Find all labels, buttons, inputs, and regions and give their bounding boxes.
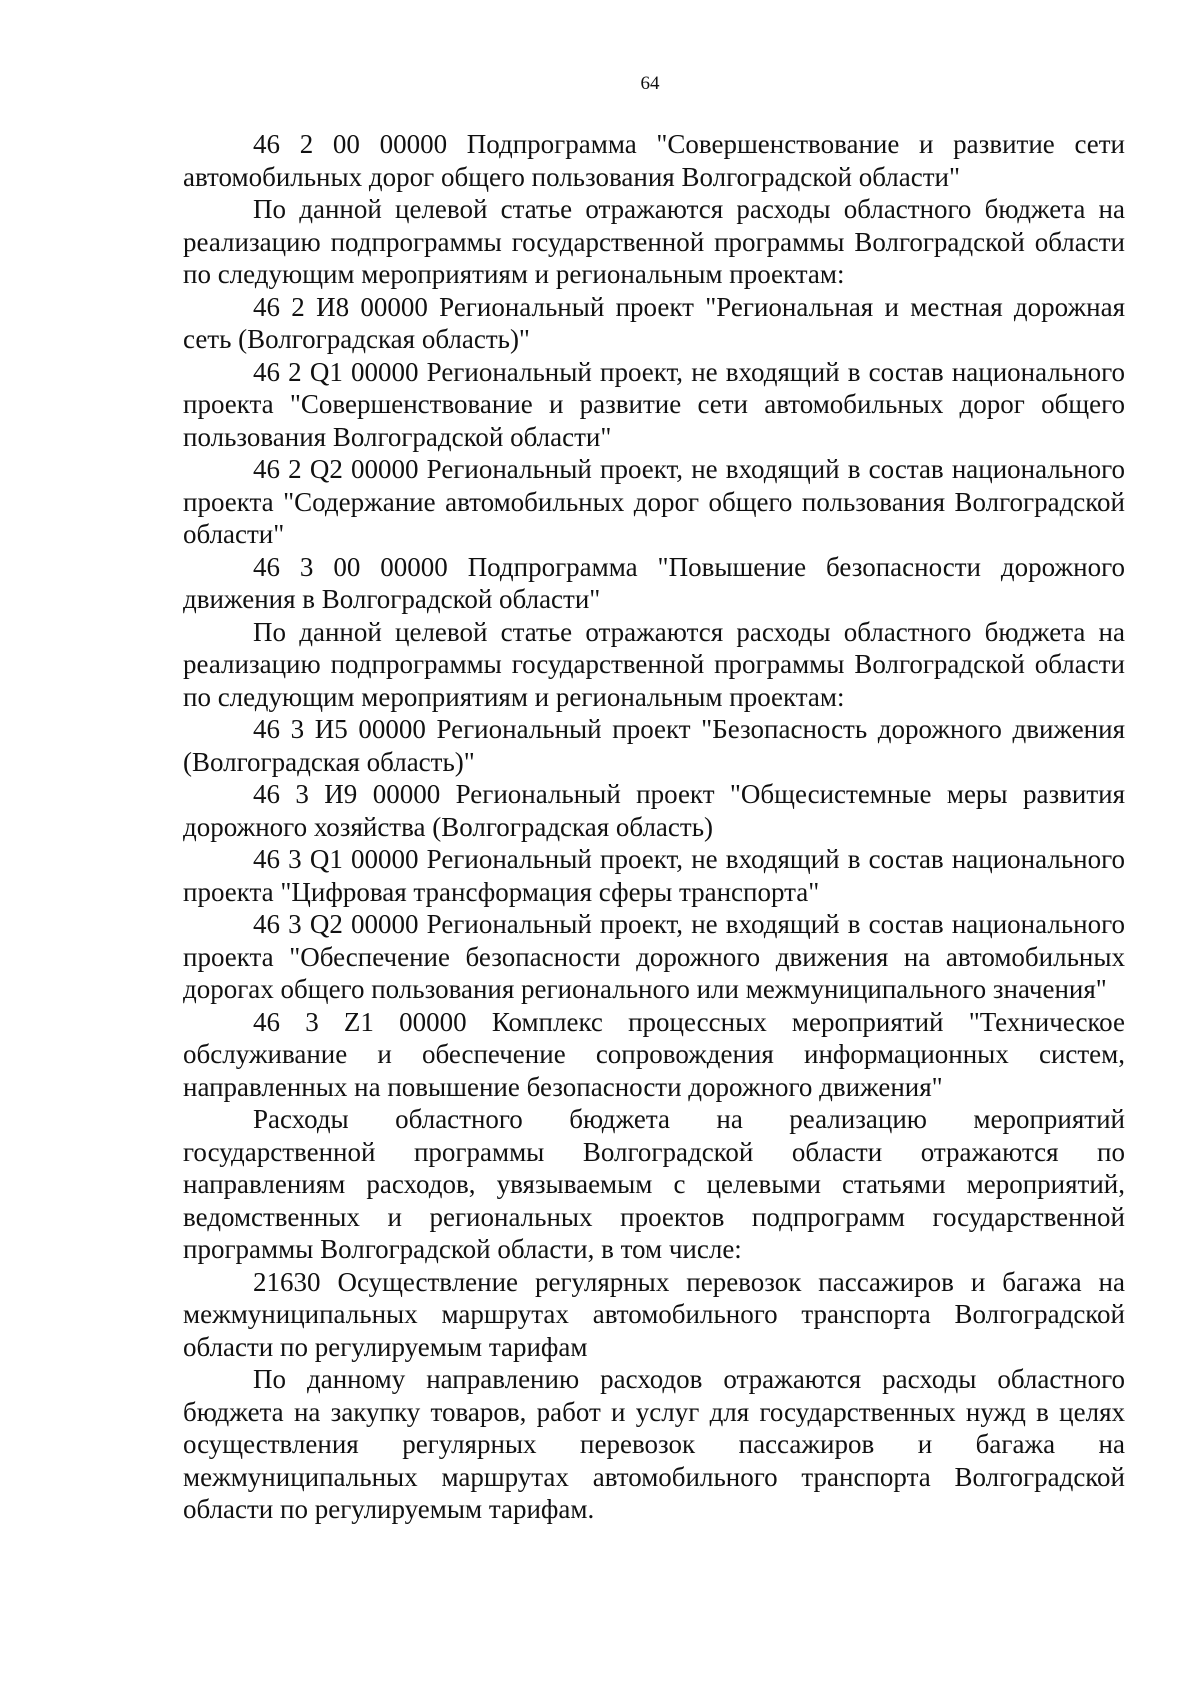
paragraph-target-article-description: По данной целевой статье отражаются расходы областного бюджета на реализацию подпрограммы государственной программы Волгоградской области по следующим мероприятиям и региональным проектам:	[183, 616, 1125, 712]
document-body	[183, 128, 1125, 1526]
paragraph-complex-46-3-z1: 46 3 Z1 00000 Комплекс процессных мероприятий "Техническое обслуживание и обеспечение сопровождения информационных систем, направленных на повышение безопасности дорожного движения"	[183, 1006, 1125, 1102]
paragraph-direction-21630-description: По данному направлению расходов отражаются расходы областного бюджета на закупку товаров, работ и услуг для государственных нужд в целях осуществления регулярных перевозок пассажиров и багажа на межмуниципальных маршрутах автомобильного транспорта Волгоградской области по регулируемым тарифам.	[183, 1364, 1125, 1524]
page-number: 64	[640, 73, 660, 94]
paragraph-subprogram-46-2: 46 2 00 00000 Подпрограмма "Совершенствование и развитие сети автомобильных дорог общего пользования Волгоградской области"	[183, 129, 1125, 192]
paragraph-direction-21630: 21630 Осуществление регулярных перевозок пассажиров и багажа на межмуниципальных маршрутах автомобильного транспорта Волгоградской области по регулируемым тарифам	[183, 1266, 1125, 1362]
paragraph-project-46-2-i8: 46 2 И8 00000 Региональный проект "Региональная и местная дорожная сеть (Волгоградская область)"	[183, 291, 1125, 354]
paragraph-project-46-2-q1: 46 2 Q1 00000 Региональный проект, не входящий в состав национального проекта "Совершенствование и развитие сети автомобильных дорог общего пользования Волгоградской области"	[183, 356, 1125, 452]
paragraph-subprogram-46-3: 46 3 00 00000 Подпрограмма "Повышение безопасности дорожного движения в Волгоградской области"	[183, 551, 1125, 614]
paragraph-project-46-3-i5: 46 3 И5 00000 Региональный проект "Безопасность дорожного движения (Волгоградская область)"	[183, 714, 1125, 777]
paragraph-target-article-description: По данной целевой статье отражаются расходы областного бюджета на реализацию подпрограммы государственной программы Волгоградской области по следующим мероприятиям и региональным проектам:	[183, 194, 1125, 289]
paragraph-project-46-3-q1: 46 3 Q1 00000 Региональный проект, не входящий в состав национального проекта "Цифровая трансформация сферы транспорта"	[183, 844, 1125, 907]
paragraph-expenditure-directions: Расходы областного бюджета на реализацию мероприятий государственной программы Волгоградской области отражаются по направлениям расходов, увязываемым с целевыми статьями мероприятий, ведомственных и региональных проектов подпрограмм государственной программы Волгоградской области, в том числе:	[183, 1104, 1125, 1264]
paragraph-project-46-2-q2: 46 2 Q2 00000 Региональный проект, не входящий в состав национального проекта "Содержание автомобильных дорог общего пользования Волгоградской области"	[183, 454, 1125, 549]
paragraph-project-46-3-q2: 46 3 Q2 00000 Региональный проект, не входящий в состав национального проекта "Обеспечение безопасности дорожного движения на автомобильных дорогах общего пользования регионального или межмуниципального значения"	[183, 909, 1125, 1004]
paragraph-project-46-3-i9: 46 3 И9 00000 Региональный проект "Общесистемные меры развития дорожного хозяйства (Волгоградская область)	[183, 779, 1125, 842]
